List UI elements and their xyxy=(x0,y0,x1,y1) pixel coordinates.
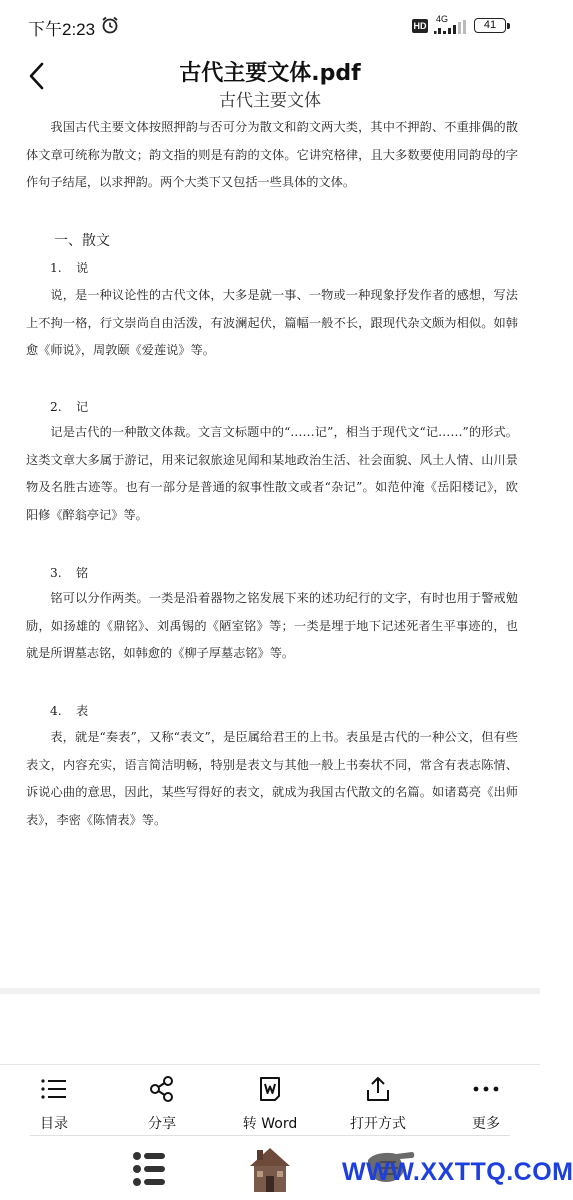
page-heading-clipped: 古代主要文体 xyxy=(219,91,321,111)
watermark-text: WWW.XXTTQ.COM xyxy=(342,1158,573,1186)
toolbar-label: 更多 xyxy=(472,1116,500,1132)
item-paragraph: 说，是一种议论性的古代文体，大多是就一事、一物或一种现象抒发作者的感想，写法上不拘一格，行文崇尚自由活泼，有波澜起伏，篇幅一般不长，跟现代杂文颇为相似。如韩愈《师说》，周敦颐《爱莲说》等。 xyxy=(26,288,518,357)
toolbar-contents-button[interactable] xyxy=(0,1065,108,1137)
bullet-list-icon xyxy=(132,1150,166,1188)
network-type: 4G xyxy=(436,14,449,24)
battery-indicator: 41 xyxy=(474,18,506,33)
list-icon xyxy=(40,1075,68,1103)
item-heading xyxy=(50,702,88,719)
signal-strength-icon xyxy=(434,20,468,34)
item-title: 表 xyxy=(76,704,89,718)
share-icon xyxy=(148,1075,176,1103)
toolbar-convert-word-button[interactable] xyxy=(216,1065,324,1137)
toolbar-more-button[interactable] xyxy=(432,1065,540,1137)
item-number: 3. xyxy=(50,566,62,580)
page-separator xyxy=(0,988,540,994)
item-paragraph: 表，就是“奏表”，又称“表文”，是臣属给君王的上书。表虽是古代的一种公文，但有些表文，内容充实，语言简洁明畅，特别是表文与其他一般上书奏状不同，常含有表志陈情、诉说心曲的意思，因此，某些写得好的表文，就成为我国古代散文的名篇。如诸葛亮《出师表》，李密《陈情表》等。 xyxy=(26,730,518,827)
item-number: 2. xyxy=(50,400,62,414)
item-paragraph: 记是古代的一种散文体裁。文言文标题中的“……记”，相当于现代文“记……”的形式。这类文章大多属于游记，用来记叙旅途见闻和某地政治生活、社会面貌、风土人情、山川景物及名胜古迹等。也有一部分是普通的叙事性散文或者“杂记”。如范仲淹《岳阳楼记》，欧阳修《醉翁亭记》等。 xyxy=(26,425,518,522)
item-heading xyxy=(50,398,88,415)
upload-icon xyxy=(364,1075,392,1103)
pdf-page[interactable] xyxy=(0,91,540,988)
item-title: 铭 xyxy=(76,566,89,580)
item-heading xyxy=(50,259,88,276)
toolbar-label: 分享 xyxy=(148,1116,176,1132)
item-title: 记 xyxy=(76,400,89,414)
overlay-strip xyxy=(0,1136,573,1200)
alarm-clock-icon xyxy=(101,16,119,34)
house-icon xyxy=(246,1142,294,1194)
toolbar-open-with-button[interactable] xyxy=(324,1065,432,1137)
intro-paragraph: 我国古代主要文体按照押韵与否可分为散文和韵文两大类，其中不押韵、不重排偶的散体文章可统称为散文；韵文指的则是有韵的文体。它讲究格律，且大多数要使用同韵母的字作句子结尾，以求押韵。两个大类下又包括一些具体的文体。 xyxy=(26,120,518,189)
item-number: 1. xyxy=(50,261,62,275)
item-number: 4. xyxy=(50,704,62,718)
word-icon xyxy=(256,1075,284,1103)
toolbar-label: 目录 xyxy=(40,1116,68,1132)
toolbar-label: 转 Word xyxy=(242,1116,298,1132)
section-heading: 一、散文 xyxy=(54,233,110,249)
document-title: 古代主要文体.pdf xyxy=(179,61,361,86)
status-bar xyxy=(0,0,540,52)
item-heading xyxy=(50,564,88,581)
item-title: 说 xyxy=(76,261,89,275)
status-time: 下午2:23 xyxy=(28,20,96,39)
toolbar-share-button[interactable] xyxy=(108,1065,216,1137)
battery-tip xyxy=(507,23,510,29)
toolbar-label: 打开方式 xyxy=(350,1116,406,1132)
bottom-toolbar xyxy=(0,1064,540,1137)
hd-badge: HD xyxy=(413,21,427,31)
more-icon xyxy=(472,1075,500,1103)
item-paragraph: 铭可以分作两类。一类是沿着器物之铭发展下来的述功纪行的文字，有时也用于警戒勉励，如扬雄的《鼎铭》、刘禹锡的《陋室铭》等；一类是埋于地下记述死者生平事迹的，也就是所谓墓志铭，如韩愈的《柳子厚墓志铭》等。 xyxy=(26,591,518,660)
